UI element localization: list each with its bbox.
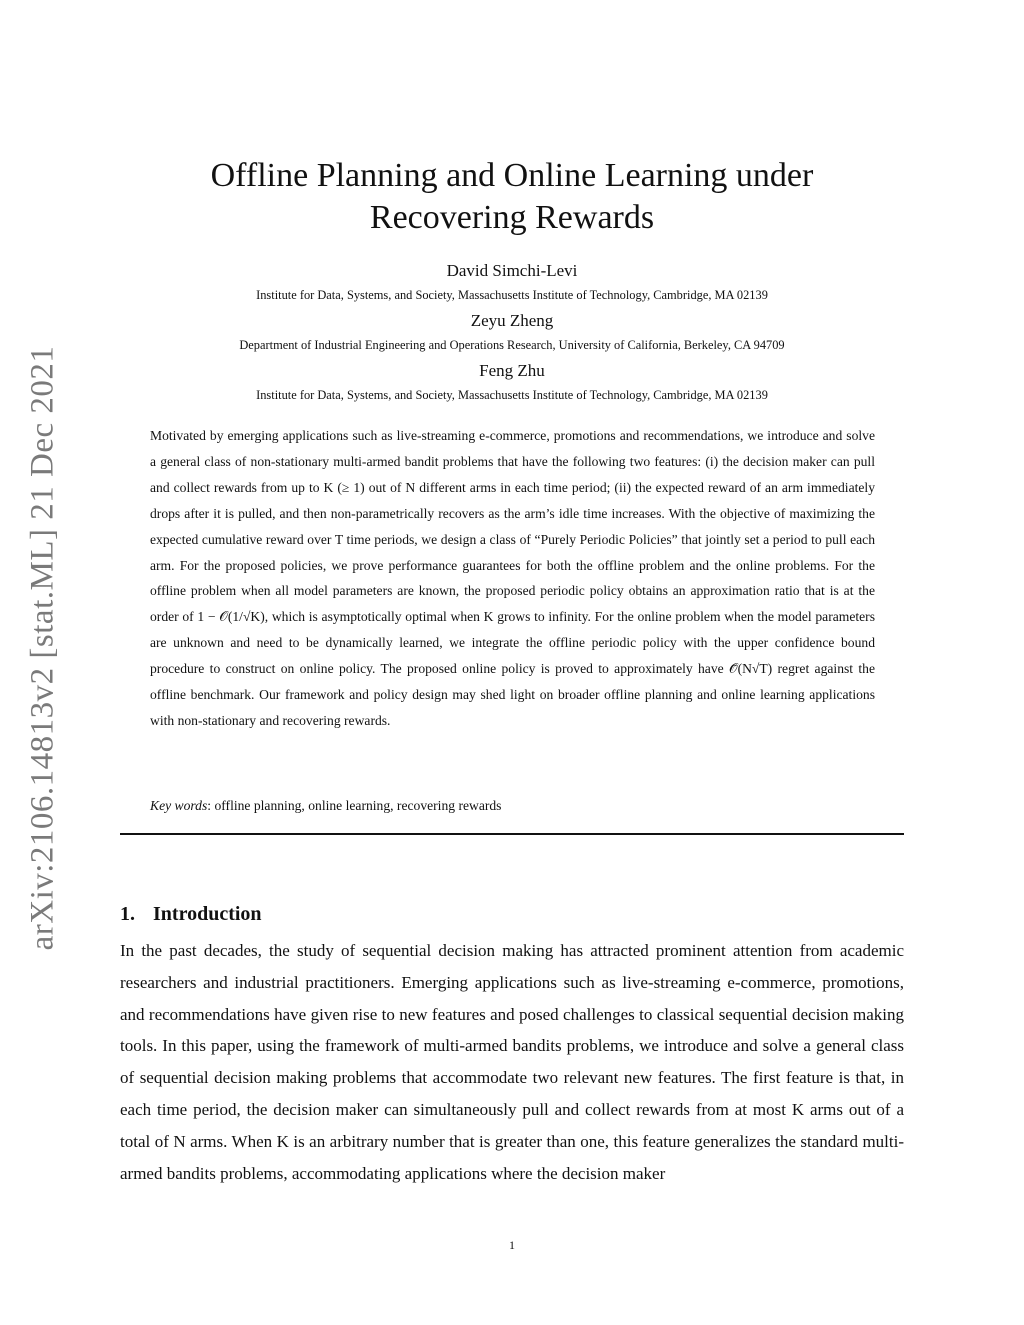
- section-number: 1.: [120, 903, 135, 925]
- author-name: Feng Zhu: [479, 361, 545, 380]
- author-affiliation: Department of Industrial Engineering and Operations Research, University of California, Berkeley, CA 94709: [239, 338, 785, 352]
- page-number: 1: [509, 1238, 515, 1252]
- author-affiliation: Institute for Data, Systems, and Society, Massachusetts Institute of Technology, Cambridge, MA 02139: [256, 288, 768, 302]
- keywords-colon: :: [207, 798, 215, 813]
- author-name: Zeyu Zheng: [470, 311, 554, 330]
- author-affiliation: Institute for Data, Systems, and Society, Massachusetts Institute of Technology, Cambridge, MA 02139: [256, 388, 768, 402]
- section-title: Introduction: [153, 903, 262, 925]
- author-block-3: [120, 360, 904, 404]
- keywords-text: offline planning, online learning, recovering rewards: [214, 798, 502, 813]
- paper-title-line-2: Recovering Rewards: [369, 199, 655, 236]
- intro-paragraph: In the past decades, the study of sequential decision making has attracted prominent attention from academic researchers and industrial practitioners. Emerging applications such as live-streaming e-commerce, promotions, and recommendations have given rise to new features and posed challenges to classical sequential decision making tools. In this paper, using the framework of multi-armed bandits problems, we introduce and solve a general class of sequential decision making problems that accommodate two relevant new features. The first feature is that, in each time period, the decision maker can simultaneously pull and collect rewards from at most K arms out of a total of N arms. When K is an arbitrary number that is greater than one, this feature generalizes the standard multi-armed bandits problems, accommodating applications where the decision maker: [120, 941, 904, 1183]
- arxiv-side-stamp: arXiv:2106.14813v2 [stat.ML] 21 Dec 2021: [24, 345, 61, 951]
- section-heading: [120, 903, 262, 926]
- keywords-line: [150, 795, 875, 817]
- author-block-1: [120, 260, 904, 304]
- author-block-2: [120, 310, 904, 354]
- paper-title-line-1: Offline Planning and Online Learning under: [210, 157, 814, 194]
- abstract-text: Motivated by emerging applications such as live-streaming e-commerce, promotions and recommendations, we introduce and solve a general class of non-stationary multi-armed bandit problems that have the following two features: (i) the decision maker can pull and collect rewards from up to K (≥ 1) out of N different arms in each time period; (ii) the expected reward of an arm immediately drops after it is pulled, and then non-parametrically recovers as the arm’s idle time increases. With the objective of maximizing the expected cumulative reward over T time periods, we design a class of “Purely Periodic Policies” that jointly set a period to pull each arm. For the proposed policies, we prove performance guarantees for both the offline problem and the online problems. For the offline problem when all model parameters are known, the proposed periodic policy obtains an approximation ratio that is at the order of 1 − 𝒪(1/√K), which is asymptotically optimal when K grows to infinity. For the online problem when the model parameters are unknown and need to be dynamically learned, we integrate the offline periodic policy with the upper confidence bound procedure to construct on online policy. The proposed online policy is proved to approximately have 𝒪̃(N√T) regret against the offline benchmark. Our framework and policy design may shed light on broader offline planning and online learning applications with non-stationary and recovering rewards.: [150, 428, 875, 728]
- keywords-label: Key words: [150, 798, 208, 813]
- horizontal-rule: [120, 833, 904, 835]
- paper-title: [120, 155, 904, 239]
- author-name: David Simchi-Levi: [446, 261, 578, 280]
